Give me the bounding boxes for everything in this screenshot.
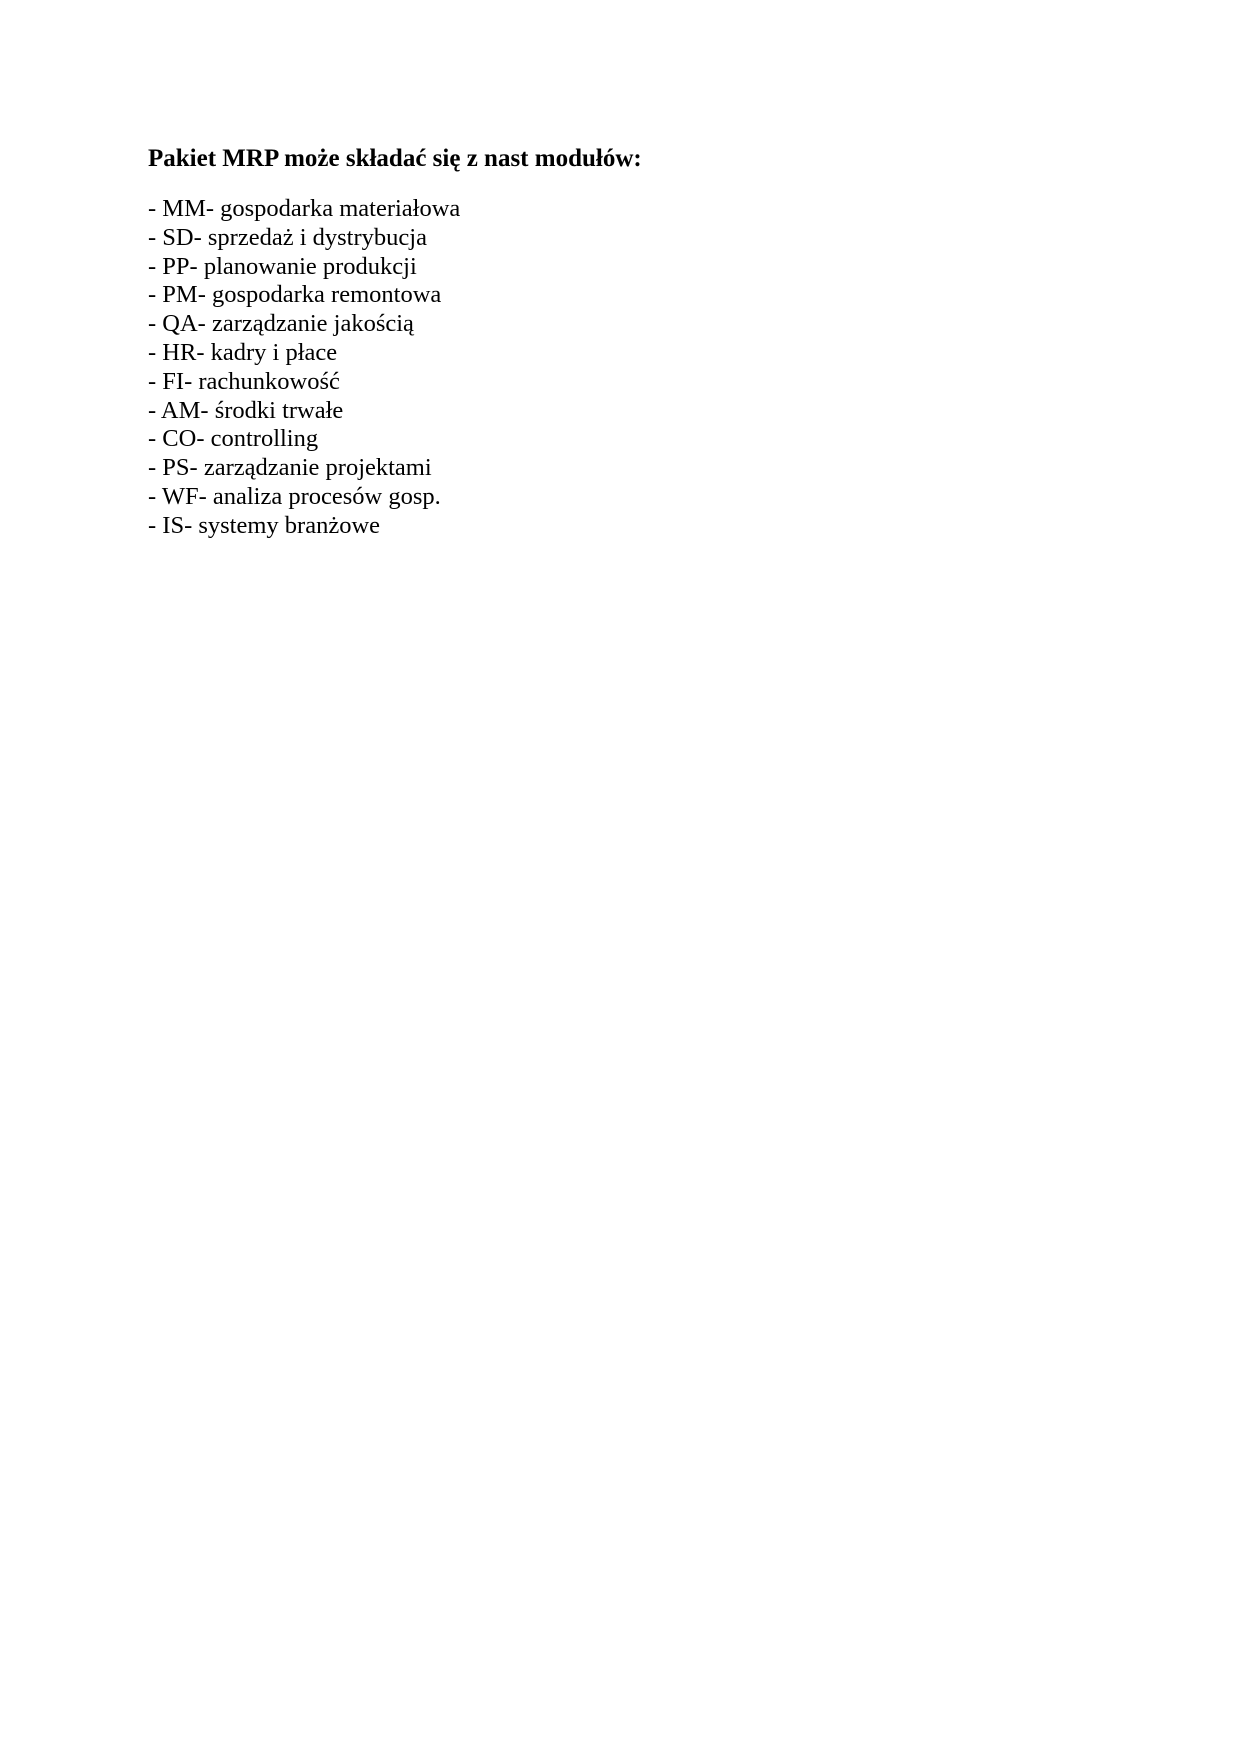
module-item-sd: - SD- sprzedaż i dystrybucja [148, 223, 427, 251]
module-list [148, 195, 1088, 541]
document-body [148, 143, 1088, 541]
module-item-hr: - HR- kadry i płace [148, 338, 338, 366]
module-item-wf: - WF- analiza procesów gosp. [148, 482, 441, 510]
module-item-qa: - QA- zarządzanie jakością [148, 310, 414, 338]
module-item-ps: - PS- zarządzanie projektami [148, 454, 432, 482]
module-item-fi: - FI- rachunkowość [148, 367, 340, 395]
module-item-co: - CO- controlling [148, 425, 319, 453]
module-item-mm: - MM- gospodarka materiałowa [148, 195, 461, 222]
module-item-pm: - PM- gospodarka remontowa [148, 281, 442, 309]
document-heading: Pakiet MRP może składać się z nast modułów: [148, 145, 642, 172]
module-item-pp: - PP- planowanie produkcji [148, 252, 417, 280]
module-item-am: - AM- środki trwałe [148, 396, 344, 424]
module-item-is: - IS- systemy branżowe [148, 511, 381, 539]
